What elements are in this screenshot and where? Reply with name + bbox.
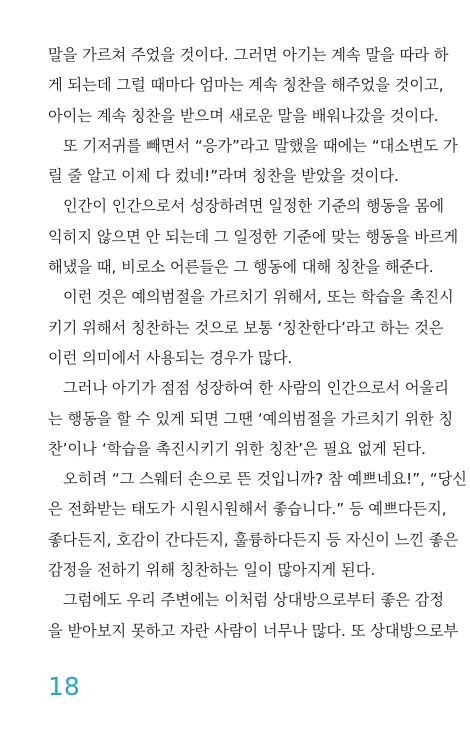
- text-line: 좋다든지, 호감이 간다든지, 훌륭하다든지 등 자신이 느낀 좋은: [48, 530, 459, 549]
- text-line: 는 행동을 할 수 있게 되면 그땐 ‘예의범절을 가르치기 위한 칭: [48, 409, 454, 428]
- text-line: 아이는 계속 칭찬을 받으며 새로운 말을 배워나갔을 것이다.: [48, 106, 439, 125]
- text-line: 그럼에도 우리 주변에는 이처럼 상대방으로부터 좋은 감정: [63, 591, 445, 610]
- text-line: 릴 줄 알고 이제 다 컸네!”라며 칭찬을 받았을 것이다.: [48, 167, 399, 186]
- text-line: 을 받아보지 못하고 자란 사람이 너무나 많다. 또 상대방으로부: [48, 621, 459, 640]
- text-line: 익히지 않으면 안 되는데 그 일정한 기준에 맞는 행동을 바르게: [48, 227, 459, 246]
- text-line: 키기 위해서 칭찬하는 것으로 보통 ‘칭찬한다’라고 하는 것은: [48, 318, 444, 337]
- text-line: 오히려 “그 스웨터 손으로 뜬 것입니까? 참 예쁘네요!”, “당신: [63, 470, 467, 489]
- text-line: 또 기저귀를 빼면서 “응가”라고 말했을 때에는 “대소변도 가: [63, 136, 458, 155]
- page-body: [48, 40, 467, 646]
- text-line: 게 되는데 그럴 때마다 엄마는 계속 칭찬을 해주었을 것이고,: [48, 76, 444, 95]
- text-line: 인간이 인간으로서 성장하려면 일정한 기준의 행동을 몸에: [63, 197, 445, 216]
- text-line: 감정을 전하기 위해 칭찬하는 일이 많아지게 된다.: [48, 561, 376, 580]
- page-number: 18: [48, 672, 80, 701]
- text-line: 이런 것은 예의범절을 가르치기 위해서, 또는 학습을 촉진시: [63, 288, 454, 307]
- text-line: 찬’이나 ‘학습을 촉진시키기 위한 칭찬’은 필요 없게 된다.: [48, 439, 426, 458]
- text-line: 해냈을 때, 비로소 어른들은 그 행동에 대해 칭찬을 해준다.: [48, 258, 434, 277]
- text-line: 그러나 아기가 점점 성장하여 한 사람의 인간으로서 어울리: [63, 379, 449, 398]
- text-line: 은 전화받는 태도가 시원시원해서 좋습니다.” 등 예쁘다든지,: [48, 500, 447, 519]
- text-line: 말을 가르쳐 주었을 것이다. 그러면 아기는 계속 말을 따라 하: [48, 46, 449, 64]
- text-line: 이런 의미에서 사용되는 경우가 많다.: [48, 348, 293, 367]
